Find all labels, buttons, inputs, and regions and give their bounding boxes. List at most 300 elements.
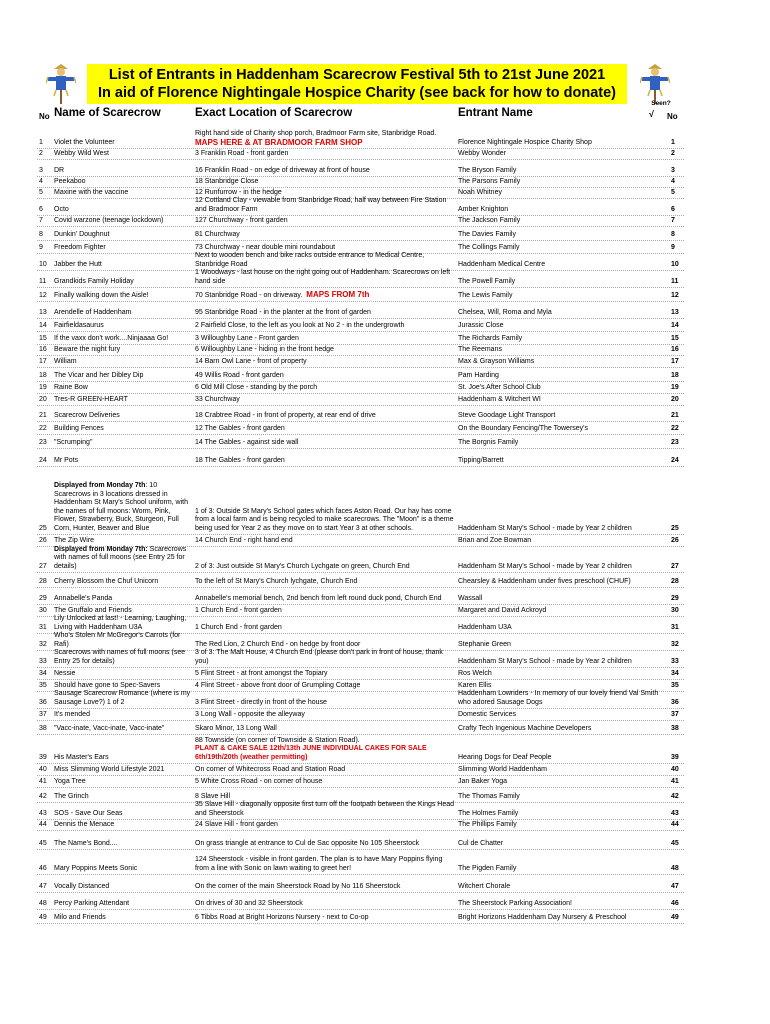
title-banner (87, 64, 627, 104)
row-number: 15 (39, 334, 47, 342)
scarecrow-name (54, 754, 194, 763)
scarecrow-name-text: Jabber the Hutt (54, 260, 102, 268)
scarecrow-location (195, 384, 457, 393)
scarecrow-name-text: Finally walking down the Aisle! (54, 291, 149, 299)
scarecrow-name (54, 778, 194, 787)
table-row (37, 176, 684, 187)
row-number: 7 (39, 216, 43, 224)
scarecrow-location (195, 711, 457, 720)
row-number-right: 25 (671, 524, 679, 532)
location-text: 49 Willis Road - front garden (195, 371, 284, 379)
scarecrow-name (54, 615, 194, 632)
scarecrow-location (195, 801, 457, 818)
table-row (37, 616, 684, 633)
location-text: 70 Stanbridge Road - on driveway. (195, 291, 303, 299)
location-text: 1 Church End - front garden (195, 606, 282, 614)
entrant-name: St. Joe's After School Club (458, 383, 541, 391)
table-row (37, 587, 684, 604)
scarecrow-name (54, 278, 194, 287)
scarecrow-name-text: Fairfieldasaurus (54, 321, 104, 329)
scarecrow-name-text: The Gruffalo and Friends (54, 606, 132, 614)
scarecrow-location (195, 167, 457, 176)
location-text: 127 Churchway - front garden (195, 216, 288, 224)
row-number-right: 15 (671, 334, 679, 342)
entrant-name: Margaret and David Ackroyd (458, 606, 547, 614)
location-text: 18 Crabtree Road - in front of property, at rear end of drive (195, 411, 376, 419)
entrant-name: Brian and Zoe Bowman (458, 536, 532, 544)
table-row (37, 226, 684, 240)
row-number: 30 (39, 606, 47, 614)
scarecrow-name (54, 139, 194, 148)
scarecrow-name-text: Vocally Distanced (54, 882, 110, 890)
scarecrow-location (195, 412, 457, 421)
row-number: 16 (39, 345, 47, 353)
row-number-right: 8 (671, 230, 675, 238)
row-number: 4 (39, 177, 43, 185)
scarecrow-name-text: "Scrumping" (54, 438, 93, 446)
row-number-right: 5 (671, 188, 675, 196)
scarecrow-name-text: If the vaxx don't work....Ninjaaaa Go! (54, 334, 169, 342)
row-number: 21 (39, 411, 47, 419)
row-number-right: 29 (671, 594, 679, 602)
scarecrow-name (54, 810, 194, 819)
row-number-right: 13 (671, 308, 679, 316)
row-number: 42 (39, 792, 47, 800)
row-number-right: 41 (671, 777, 679, 785)
location-text: Next to wooden bench and bike racks outside entrance to Medical Centre, Stanbridge Road (195, 252, 425, 268)
scarecrow-name (54, 261, 194, 270)
entrant-name: Domestic Services (458, 710, 516, 718)
location-text: 18 The Gables - front garden (195, 456, 285, 464)
scarecrow-location (195, 641, 457, 650)
entrant-name: Haddenham U3A (458, 623, 512, 631)
row-number-right: 12 (671, 291, 679, 299)
table-row (37, 650, 684, 667)
location-notice: MAPS FROM 7th (306, 289, 370, 299)
scarecrow-location (195, 189, 457, 198)
scarecrow-name (54, 425, 194, 434)
scarecrow-name-text: DR (54, 166, 65, 174)
entrant-name: Haddenham St Mary's School - made by Year 2 children (458, 562, 632, 570)
row-number-right: 21 (671, 411, 679, 419)
row-number: 28 (39, 577, 47, 585)
entrant-name: Slimming World Haddenham (458, 765, 547, 773)
table-row (37, 434, 684, 448)
header-no-right: No (667, 112, 678, 121)
table-row (37, 763, 684, 775)
scarecrow-location (195, 840, 457, 849)
scarecrow-name-text: Mary Poppins Meets Sonic (54, 864, 138, 872)
scarecrow-location (195, 335, 457, 344)
location-text: 14 The Gables - against side wall (195, 438, 299, 446)
scarecrow-name (54, 372, 194, 381)
table-row (37, 909, 684, 923)
scarecrow-name (54, 396, 194, 405)
scarecrow-name-text: Scarecrow Deliveries (54, 411, 120, 419)
scarecrow-location (195, 624, 457, 633)
location-text: 81 Churchway (195, 230, 240, 238)
table-row (37, 215, 684, 226)
scarecrow-location (195, 670, 457, 679)
scarecrow-name (54, 793, 194, 802)
scarecrow-name (54, 335, 194, 344)
scarecrow-name (54, 725, 194, 734)
scarecrow-name (54, 178, 194, 187)
table-row (37, 667, 684, 679)
row-number: 32 (39, 640, 47, 648)
row-number-right: 33 (671, 657, 679, 665)
row-number: 2 (39, 149, 43, 157)
scarecrow-location (195, 244, 457, 253)
location-text: On drives of 30 and 32 Sheerstock (195, 899, 303, 907)
row-number-right: 11 (671, 277, 679, 285)
scarecrow-name (54, 231, 194, 240)
location-text: 2 of 3: Just outside St Mary's Church Lychgate on green, Church End (195, 562, 410, 570)
location-text: 33 Churchway (195, 395, 240, 403)
row-number-right: 48 (671, 864, 679, 872)
row-number: 47 (39, 882, 47, 890)
location-text: 2 Fairfield Close, to the left as you look at No 2 - in the undergrowth (195, 321, 405, 329)
scarecrow-name-text: Annabelle's Panda (54, 594, 113, 602)
entrant-name: Amber Knighton (458, 205, 509, 213)
scarecrow-name (54, 711, 194, 720)
scarecrow-name (54, 900, 194, 909)
scarecrow-name (54, 322, 194, 331)
scarecrow-name (54, 206, 194, 215)
row-number: 24 (39, 456, 47, 464)
scarecrow-name-text: Dunkin' Doughnut (54, 230, 110, 238)
entrant-name: The Sheerstock Parking Association! (458, 899, 573, 907)
row-number: 1 (39, 138, 43, 146)
header-name: Name of Scarecrow (54, 107, 161, 119)
entrant-name: The Holmes Family (458, 809, 519, 817)
scarecrow-location (195, 607, 457, 616)
location-text: 5 White Cross Road - on corner of house (195, 777, 323, 785)
header-check: √ (649, 109, 654, 119)
table-row (37, 546, 684, 572)
row-number-right: 9 (671, 243, 675, 251)
scarecrow-name-text: The Name's Bond.... (54, 839, 118, 847)
table-row (37, 534, 684, 546)
table-row (37, 849, 684, 874)
scarecrow-name (54, 150, 194, 159)
table-row (37, 355, 684, 367)
scarecrow-name (54, 821, 194, 830)
entrant-name: The Bryson Family (458, 166, 517, 174)
table-header (37, 107, 684, 123)
location-text: 6 Old Mill Close - standing by the porch (195, 383, 318, 391)
row-number: 26 (39, 536, 47, 544)
row-number-right: 36 (671, 698, 679, 706)
scarecrow-name-text: Should have gone to Spec-Savers (54, 681, 161, 689)
table-row (37, 830, 684, 849)
row-number-right: 40 (671, 765, 679, 773)
scarecrow-location (195, 217, 457, 226)
location-text: Right hand side of Charity shop porch, Bradmoor Farm site, Stanbridge Road. (195, 130, 437, 137)
row-number: 40 (39, 765, 47, 773)
entrant-name: The Collings Family (458, 243, 520, 251)
location-text: 3 Long Wall - opposite the alleyway (195, 710, 305, 718)
scarecrow-location (195, 725, 457, 734)
table-row (37, 405, 684, 421)
table-row (37, 159, 684, 176)
row-number: 33 (39, 657, 47, 665)
table-row (37, 367, 684, 381)
row-number: 12 (39, 291, 47, 299)
display-note: Displayed from Monday 7th (54, 482, 146, 489)
scarecrow-name-text: Cherry Blossom the Chuf Unicorn (54, 577, 159, 585)
row-number: 20 (39, 395, 47, 403)
row-number-right: 31 (671, 623, 679, 631)
row-number-right: 35 (671, 681, 679, 689)
table-row (37, 787, 684, 802)
scarecrow-name (54, 914, 194, 923)
entrant-name: The Jackson Family (458, 216, 521, 224)
entrant-name: Tipping/Barrett (458, 456, 504, 464)
scarecrow-name (54, 840, 194, 849)
table-row (37, 708, 684, 720)
scarecrow-location (195, 457, 457, 466)
scarecrow-location (195, 197, 457, 214)
row-number-right: 26 (671, 536, 679, 544)
row-number: 34 (39, 669, 47, 677)
row-number: 10 (39, 260, 47, 268)
entrant-name: The Parsons Family (458, 177, 521, 185)
table-row (37, 466, 684, 534)
location-text: 24 Slave Hill - front garden (195, 820, 278, 828)
table-row (37, 287, 684, 301)
scarecrow-name (54, 865, 194, 874)
scarecrow-location (195, 699, 457, 708)
row-number-right: 4 (671, 177, 675, 185)
scarecrow-name-text: Freedom Fighter (54, 243, 106, 251)
location-text: 12 Cottland Clay - viewable from Stanbridge Road, half way between Fire Station and Bradmoor Farm (195, 197, 447, 213)
scarecrow-name (54, 682, 194, 691)
row-number-right: 16 (671, 345, 679, 353)
scarecrow-name-text: Miss Slimming World Lifestyle 2021 (54, 765, 165, 773)
table-row (37, 124, 684, 148)
location-text: To the left of St Mary's Church lychgate, Church End (195, 577, 358, 585)
row-number-right: 42 (671, 792, 679, 800)
row-number-right: 37 (671, 710, 679, 718)
location-text: 12 Runfurrow - in the hedge (195, 188, 282, 196)
entrant-name: Bright Horizons Haddenham Day Nursery & Preschool (458, 913, 627, 921)
row-number-right: 2 (671, 149, 675, 157)
scarecrow-name (54, 384, 194, 393)
scarecrow-name (54, 358, 194, 367)
scarecrow-location (195, 178, 457, 187)
scarecrow-name-text: Arendelle of Haddenham (54, 308, 132, 316)
scarecrow-location (195, 778, 457, 787)
scarecrow-name-text: Milo and Friends (54, 913, 106, 921)
row-number: 44 (39, 820, 47, 828)
scarecrow-location (195, 537, 457, 546)
row-number-right: 32 (671, 640, 679, 648)
entrant-name: Haddenham St Mary's School - made by Year 2 children (458, 524, 632, 532)
location-text: 3 Flint Street - directly in front of the house (195, 698, 327, 706)
row-number-right: 22 (671, 424, 679, 432)
scarecrow-location (195, 856, 457, 873)
row-number-right: 43 (671, 809, 679, 817)
row-number: 19 (39, 383, 47, 391)
table-row (37, 734, 684, 763)
scarecrow-name (54, 766, 194, 775)
row-number: 25 (39, 524, 47, 532)
table-row (37, 802, 684, 819)
row-number-right: 47 (671, 882, 679, 890)
row-number: 45 (39, 839, 47, 847)
entrant-name: The Reemans (458, 345, 502, 353)
scarecrow-location (195, 883, 457, 892)
scarecrow-name-text: Yoga Tree (54, 777, 86, 785)
location-text: 8 Slave Hill (195, 792, 231, 800)
title-line-1: List of Entrants in Haddenham Scarecrow Festival 5th to 21st June 2021 (108, 67, 606, 83)
scarecrow-location (195, 595, 457, 604)
location-text: On grass triangle at entrance to Cul de Sac opposite No 105 Sheerstock (195, 839, 420, 847)
scarecrow-location (195, 821, 457, 830)
scarecrow-name-text: Raine Bow (54, 383, 88, 391)
row-number-right: 17 (671, 357, 679, 365)
table-row (37, 198, 684, 215)
entrant-name: Max & Grayson Williams (458, 357, 535, 365)
scarecrow-name (54, 167, 194, 176)
row-number: 41 (39, 777, 47, 785)
entrant-name: Jan Baker Yoga (458, 777, 508, 785)
row-number-right: 49 (671, 913, 679, 921)
scarecrow-location (195, 396, 457, 405)
entrant-name: Chelsea, Will, Roma and Myla (458, 308, 552, 316)
scarecrow-name-text: Scarecrows with names of full moons (see Entry 25 for details) (54, 545, 187, 570)
location-text: 73 Churchway - near double mini roundabout (195, 243, 336, 251)
table-row (37, 819, 684, 830)
scarecrow-location (195, 439, 457, 448)
row-number: 9 (39, 243, 43, 251)
row-number-right: 34 (671, 669, 679, 677)
scarecrow-name-text: Nessie (54, 669, 76, 677)
location-text: 3 Franklin Road - front garden (195, 149, 289, 157)
entrant-name: The Pigden Family (458, 864, 517, 872)
location-text: 16 Franklin Road - on edge of driveway at front of house (195, 166, 370, 174)
scarecrow-name (54, 607, 194, 616)
entrant-name: Hearing Dogs for Deaf People (458, 753, 552, 761)
table-row (37, 572, 684, 587)
scarecrow-location (195, 130, 457, 147)
row-number-right: 30 (671, 606, 679, 614)
entrant-name: Jurassic Close (458, 321, 504, 329)
row-number-right: 6 (671, 205, 675, 213)
scarecrow-location (195, 737, 457, 763)
location-text: 3 of 3: The Malt House, 4 Church End (please don't park in front of house, thank you) (195, 649, 443, 665)
scarecrow-name-text: Who's Stolen Mr McGregor's Carrots (for Rafi) (54, 632, 181, 648)
scarecrow-name (54, 244, 194, 253)
row-number-right: 20 (671, 395, 679, 403)
scarecrow-name-text: Building Fences (54, 424, 104, 432)
scarecrow-name (54, 457, 194, 466)
row-number-right: 24 (671, 456, 679, 464)
row-number: 5 (39, 188, 43, 196)
entrant-name: The Lewis Family (458, 291, 513, 299)
table-row (37, 331, 684, 344)
row-number-right: 10 (671, 260, 679, 268)
row-number-right: 44 (671, 820, 679, 828)
location-text: Skaro Minor, 13 Long Wall (195, 724, 277, 732)
entrant-name: Chearsley & Haddenham under fives preschool (CHUF) (458, 577, 631, 585)
entrant-name: Crafty Tech Ingenious Machine Developers (458, 724, 592, 732)
row-number: 6 (39, 205, 43, 213)
scarecrow-location (195, 150, 457, 159)
table-row (37, 381, 684, 393)
row-number-right: 39 (671, 753, 679, 761)
scarecrow-location (195, 346, 457, 355)
entrant-name: Wassall (458, 594, 483, 602)
title-line-2: In aid of Florence Nightingale Hospice Charity (see back for how to donate) (97, 85, 617, 101)
entrant-name: Stephanie Green (458, 640, 511, 648)
table-row (37, 270, 684, 287)
location-text: 12 The Gables - front garden (195, 424, 285, 432)
location-text: 95 Stanbridge Road - in the planter at the front of garden (195, 308, 371, 316)
scarecrow-name-text: The Grinch (54, 792, 89, 800)
table-row (37, 633, 684, 650)
scarecrow-location (195, 231, 457, 240)
scarecrow-name (54, 292, 194, 301)
location-text: 1 of 3: Outside St Mary's School gates which faces Aston Road. Our hay has come from a local farm and is being recycled to make scarecrows. The "Moon" is a theme being used for Year 2 as they move on to start Year 3 at other schools. (195, 507, 454, 532)
table-row (37, 720, 684, 734)
scarecrow-name-text: Covid warzone (teenage lockdown) (54, 216, 164, 224)
row-number: 14 (39, 321, 47, 329)
scarecrow-name-text: Dennis the Menace (54, 820, 115, 828)
table-row (37, 253, 684, 270)
row-number-right: 45 (671, 839, 679, 847)
entrant-name: The Borgnis Family (458, 438, 519, 446)
location-notice: PLANT & CAKE SALE 12th/13th JUNE INDIVIDUAL CAKES FOR SALE 6th/19th/20th (weather permitting) (195, 745, 427, 761)
scarecrow-name-text: Sausage Scarecrow Romance (where is my Sausage Love?) 1 of 2 (54, 690, 191, 706)
entrant-name: Haddenham Lowriders - In memory of our lovely friend Val Smith who adored Sausage Dogs (458, 690, 659, 706)
entrant-name: Pam Harding (458, 371, 499, 379)
entrant-name: Ros Welch (458, 669, 492, 677)
row-number-right: 1 (671, 138, 675, 146)
row-number-right: 3 (671, 166, 675, 174)
location-text: 88 Townside (on corner of Townside & Station Road). (195, 736, 360, 744)
location-text: 5 Flint Street - at front amongst the Topiary (195, 669, 328, 677)
scarecrow-name-text: William (54, 357, 77, 365)
location-text: On the corner of the main Sheerstock Road by No 116 Sheerstock (195, 882, 401, 890)
table-row (37, 691, 684, 708)
scarecrow-name (54, 309, 194, 318)
scarecrow-name-text: Maxine with the vaccine (54, 188, 129, 196)
row-number-right: 19 (671, 383, 679, 391)
row-number: 37 (39, 710, 47, 718)
scarecrow-name-text: Scarecrows with names of full moons (see Entry 25 for details) (54, 649, 186, 665)
table-row (37, 148, 684, 159)
location-text: 4 Flint Street - above front door of Grumpling Cottage (195, 681, 361, 689)
scarecrow-name (54, 595, 194, 604)
location-text: 6 Willoughby Lane - hiding in the front hedge (195, 345, 334, 353)
scarecrow-name-text: Webby Wild West (54, 149, 109, 157)
scarecrow-location (195, 682, 457, 691)
entrant-name: Haddenham St Mary's School - made by Year 2 children (458, 657, 632, 665)
row-number: 36 (39, 698, 47, 706)
row-number-right: 38 (671, 724, 679, 732)
scarecrow-name-text: The Vicar and her Dibley Dip (54, 371, 144, 379)
row-number: 46 (39, 864, 47, 872)
scarecrow-location (195, 649, 457, 666)
entrant-name: The Thomas Family (458, 792, 520, 800)
row-number-right: 14 (671, 321, 679, 329)
header-no: No (39, 112, 50, 121)
table-row (37, 344, 684, 355)
location-text: 1 Woodways - last house on the right going out of Haddenham. Scarecrows on left hand side (195, 269, 451, 285)
scarecrow-location (195, 372, 457, 381)
